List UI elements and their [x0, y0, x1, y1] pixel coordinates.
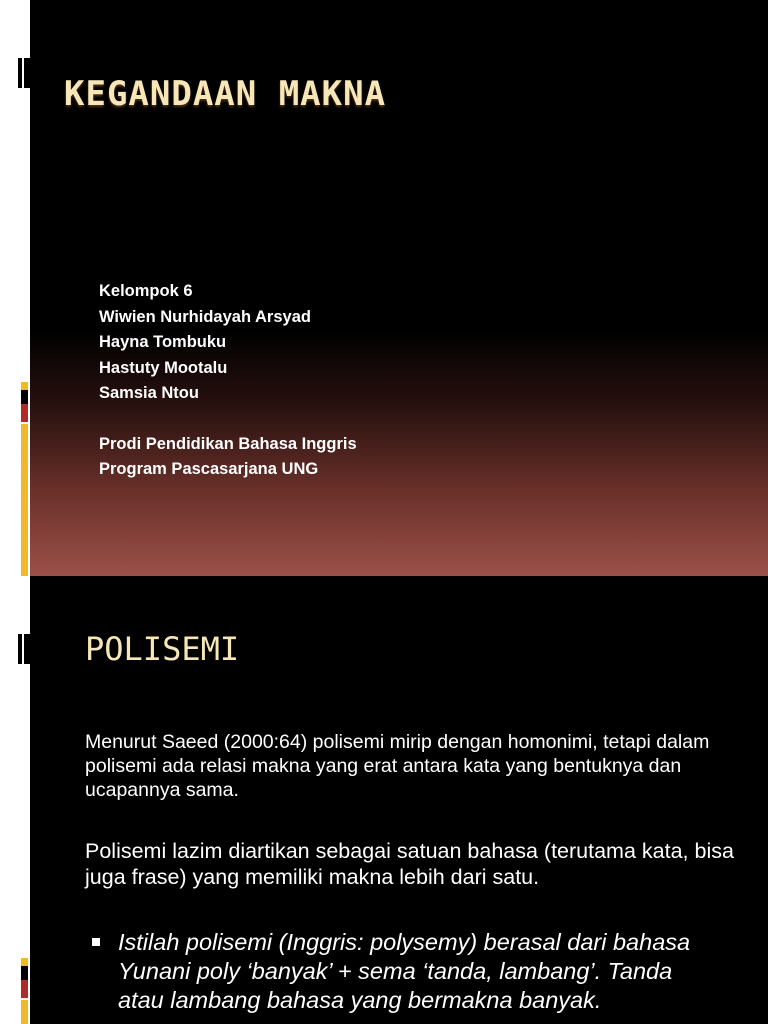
member-name: Samsia Ntou	[99, 384, 199, 402]
accent-bar-dark	[21, 966, 28, 980]
group-label: Kelompok 6	[99, 282, 193, 300]
body-paragraph: Menurut Saeed (2000:64) polisemi mirip dengan homonimi, tetapi dalam polisemi ada relasi makna yang erat antara kata yang bentuknya dan ucapannya sama.	[85, 731, 710, 801]
accent-bar-yellow	[21, 424, 28, 576]
accent-bar-red	[21, 980, 28, 998]
institution-line: Program Pascasarjana UNG	[99, 460, 319, 478]
author-list	[99, 279, 357, 483]
slide-marker-icon	[18, 58, 30, 88]
spacer	[99, 407, 357, 432]
bullet-text: Istilah polisemi (Inggris: polysemy) berasal dari bahasa Yunani poly ‘banyak’ + sema ‘tanda, lambang’. Tanda atau lambang bahasa yang bermakna banyak.	[118, 929, 691, 1013]
accent-bar-yellow-small	[21, 382, 28, 390]
member-name: Hastuty Mootalu	[99, 358, 228, 377]
institution-line: Prodi Pendidikan Bahasa Inggris	[99, 434, 357, 453]
accent-bar-yellow-small	[21, 958, 28, 966]
slide-title: KEGANDAAN MAKNA	[64, 74, 387, 114]
slide-title: POLISEMI	[85, 630, 240, 668]
slide-marker-icon	[18, 634, 30, 664]
accent-bar-yellow	[21, 1000, 28, 1024]
body-paragraph: Polisemi lazim diartikan sebagai satuan bahasa (terutama kata, bisa juga frase) yang memiliki makna lebih dari satu.	[85, 839, 734, 889]
accent-bar-dark	[21, 390, 28, 404]
member-name: Wiwien Nurhidayah Arsyad	[99, 307, 311, 326]
member-name: Hayna Tombuku	[99, 333, 227, 351]
accent-bar-red	[21, 404, 28, 422]
square-bullet-icon	[92, 938, 100, 946]
